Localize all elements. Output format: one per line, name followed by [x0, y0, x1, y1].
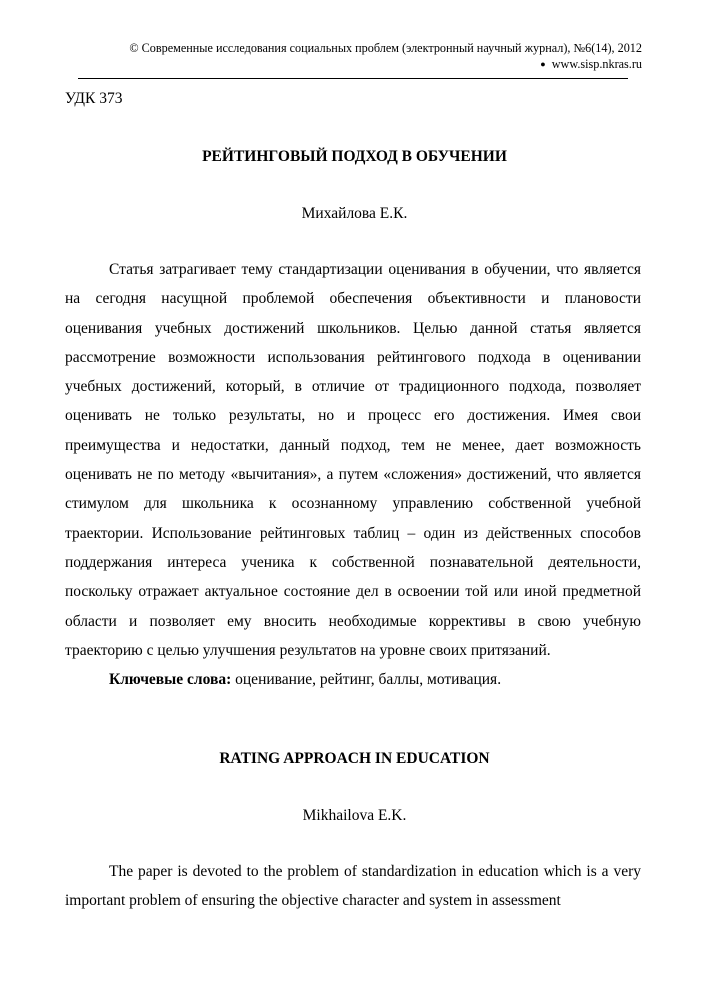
header-divider: [78, 78, 628, 79]
author-en: Mikhailova E.K.: [302, 807, 407, 824]
abstract-en: The paper is devoted to the problem of standardization in education which is a very important problem of ensuring the objective character and system in assessment: [65, 863, 641, 910]
keywords-list: оценивание, рейтинг, баллы, мотивация.: [231, 671, 502, 689]
journal-website-line: [78, 56, 642, 72]
journal-header: [78, 40, 642, 72]
abstract-ru-block: [65, 255, 641, 694]
abstract-ru: Статья затрагивает тему стандартизации оценивания в обучении, что является на сегодня насущной проблемой обеспечения объективности и плановости оценивания учебных достижений школьников. Целью данной статья является рассмотрение возможности использования рейтингового подхода в оценивании учебных достижений, который, в отличие от традиционного подхода, позволяет оценивать не только результаты, но и процесс его достижения. Имея свои преимущества и недостатки, данный подход, тем не менее, дает возможность оценивать не по методу «вычитания», а путем «сложения» достижений, что является стимулом для школьника к осознанному управлению собственной учебной траектории. Использование рейтинговых таблиц – один из действенных способов поддержания интереса ученика к собственной познавательной деятельности, поскольку отражает актуальное состояние дел в освоении той или иной предметной области и позволяет ему вносить необходимые коррективы в свою учебную траекторию с целью улучшения результатов на уровне своих притязаний.: [65, 261, 641, 659]
bullet-icon: ●: [540, 59, 546, 69]
abstract-en-block: [65, 857, 641, 916]
article-title-ru: РЕЙТИНГОВЫЙ ПОДХОД В ОБУЧЕНИИ: [202, 148, 507, 165]
keywords-label: Ключевые слова:: [109, 671, 232, 689]
journal-citation: © Современные исследования социальных проблем (электронный научный журнал), №6(14), 2012: [129, 41, 642, 55]
keywords-ru: [65, 665, 641, 694]
author-ru: Михайлова Е.К.: [301, 205, 408, 222]
udk-code: УДК 373: [65, 90, 123, 107]
article-title-en: RATING APPROACH IN EDUCATION: [219, 750, 490, 767]
journal-website: www.sisp.nkras.ru: [551, 57, 642, 71]
